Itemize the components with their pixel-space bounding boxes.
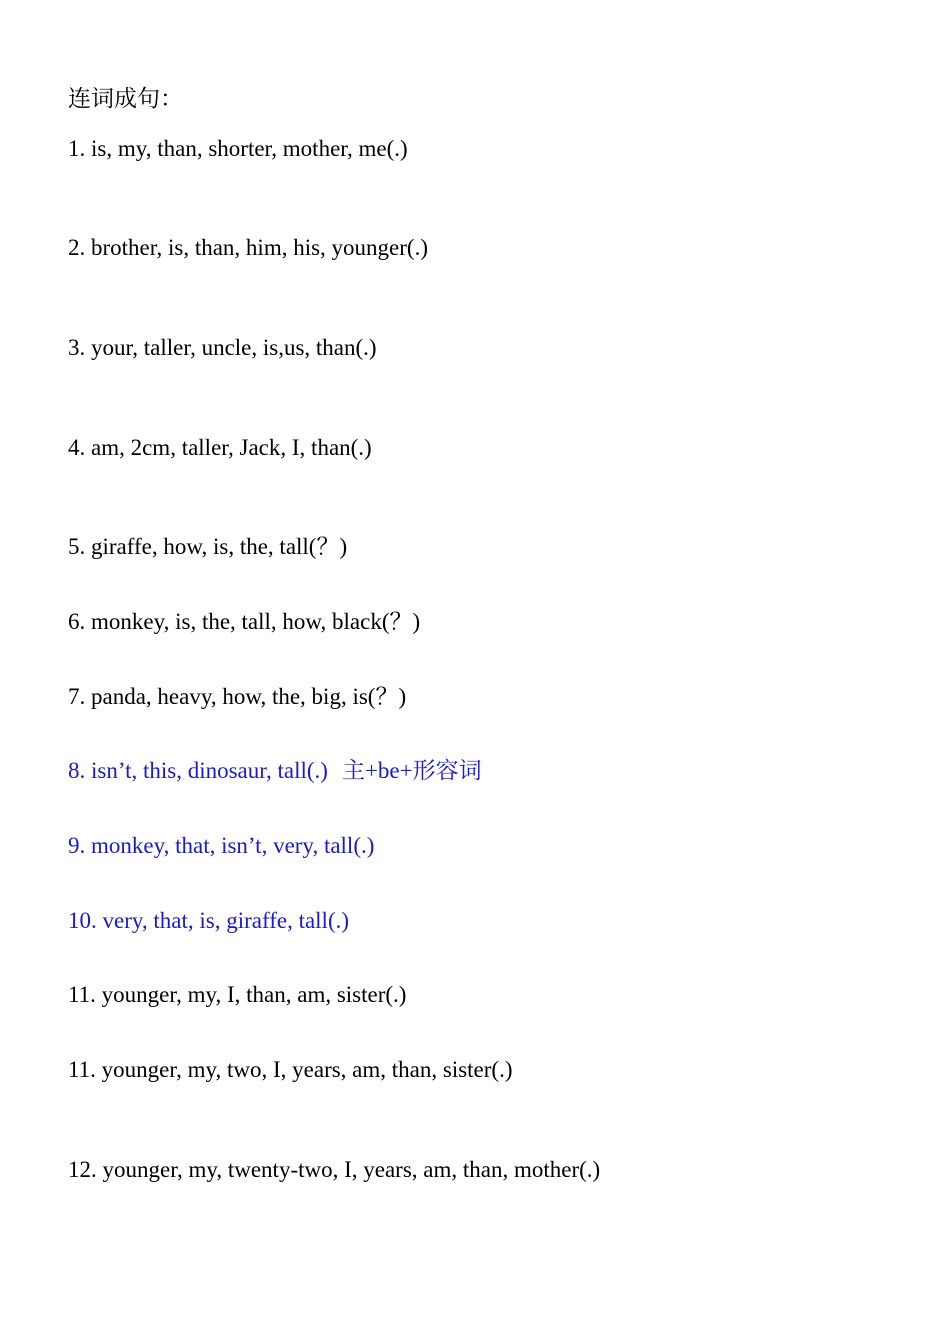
exercise-item-2: 2. brother, is, than, him, his, younger(.) xyxy=(68,235,428,260)
exercise-item-6: 6. monkey, is, the, tall, how, black(？) xyxy=(68,609,421,634)
exercise-item-4: 4. am, 2cm, taller, Jack, I, than(.) xyxy=(68,435,372,460)
exercise-item-7: 7. panda, heavy, how, the, big, is(？) xyxy=(68,684,407,709)
grammar-note: 主+be+形容词 xyxy=(341,758,482,783)
exercise-item-1: 1. is, my, than, shorter, mother, me(.) xyxy=(68,136,408,161)
exercise-heading: 连词成句： xyxy=(68,86,183,111)
exercise-item-12: 12. younger, my, twenty-two, I, years, am, than, mother(.) xyxy=(68,1157,601,1182)
exercise-item-8-text: 8. isn’t, this, dinosaur, tall(.) xyxy=(68,758,328,783)
exercise-item-10: 10. very, that, is, giraffe, tall(.) xyxy=(68,908,350,933)
exercise-item-9: 9. monkey, that, isn’t, very, tall(.) xyxy=(68,833,375,858)
exercise-item-11b: 11. younger, my, two, I, years, am, than, sister(.) xyxy=(68,1057,513,1082)
exercise-item-8 xyxy=(68,756,482,786)
exercise-item-5: 5. giraffe, how, is, the, tall(？) xyxy=(68,534,348,559)
exercise-item-3: 3. your, taller, uncle, is,us, than(.) xyxy=(68,335,377,360)
exercise-item-11a: 11. younger, my, I, than, am, sister(.) xyxy=(68,982,407,1007)
